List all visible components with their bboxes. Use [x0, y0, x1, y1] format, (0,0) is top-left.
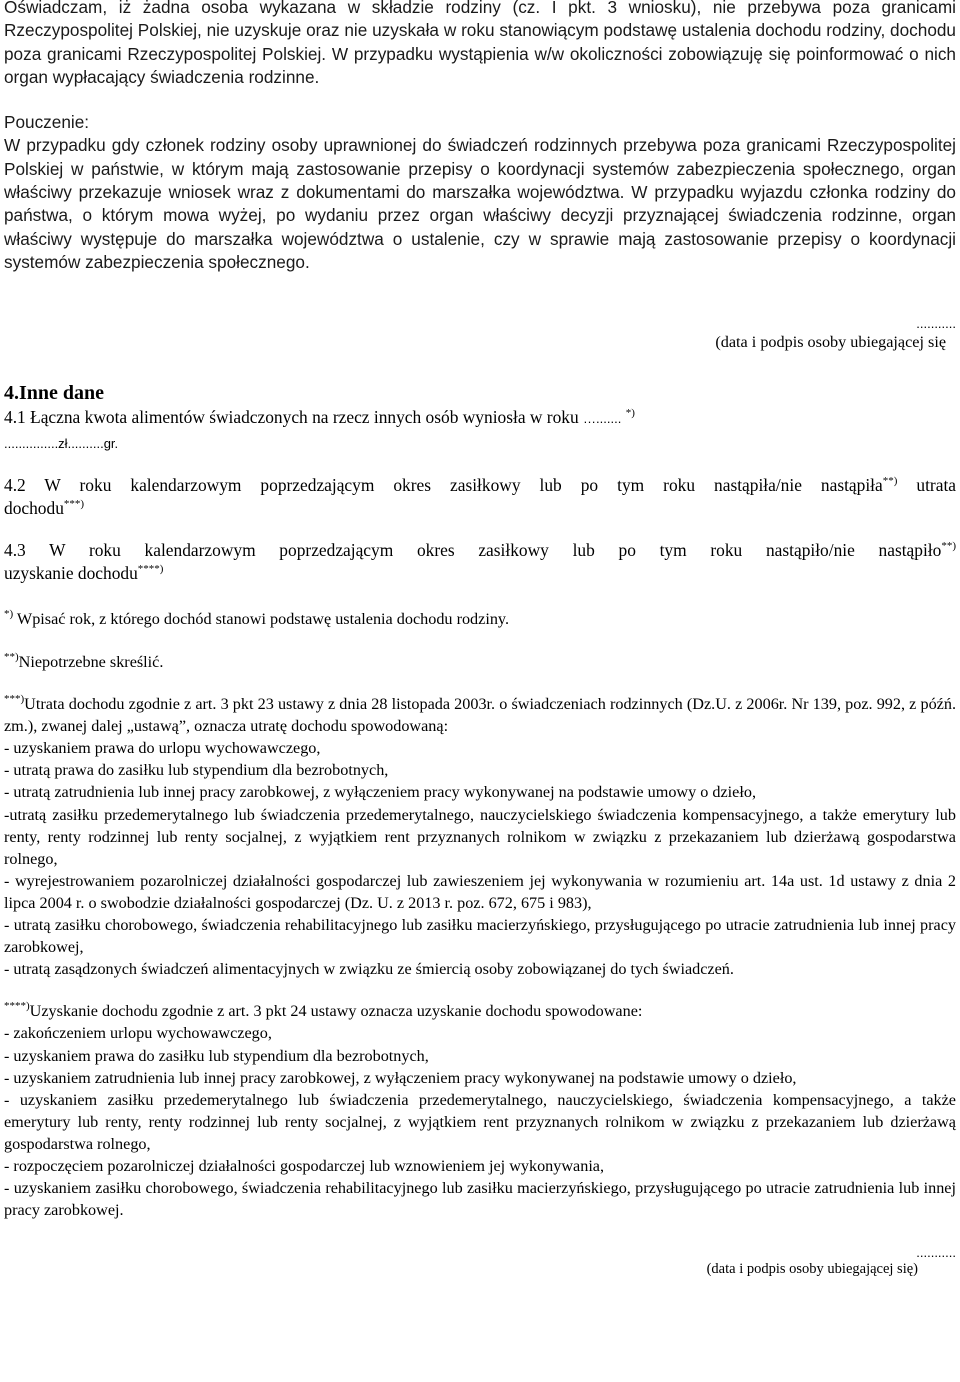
- footnote-4-item: - rozpoczęciem pozarolniczej działalności gospodarczej lub wznowieniem jej wykonywania,: [4, 1156, 605, 1175]
- footnote-4: [4, 1000, 956, 1221]
- item-4-2-text: 4.2 W roku kalendarzowym poprzedzającym okres zasiłkowy lub po tym roku nastąpiła/nie nastąpiła: [4, 474, 883, 495]
- amount-gr-field: ..........gr.: [67, 435, 119, 451]
- item-4-2-mark-2: ***): [63, 498, 85, 511]
- footnote-4-item: - uzyskaniem zasiłku przedemerytalnego lub świadczenia przedemerytalnego, nauczycielskiego, świadczenia kompensacyjnego, a także emerytury lub renty, renty rodzinnej lub renty socjalnej, z wyjątkiem rent przyznanych rolnikom w związku z przekazaniem lub dzierżawą gospodarstwa rolnego,: [4, 1090, 956, 1153]
- footnote-4-item: - uzyskaniem zasiłku chorobowego, świadczenia rehabilitacyjnego lub zasiłku macierzyńskiego, przysługującego po utracie zatrudnienia lub innej pracy zarobkowej.: [4, 1179, 956, 1220]
- item-4-1-text: 4.1 Łączna kwota alimentów świadczonych na rzecz innych osób wyniosła w roku: [4, 407, 584, 428]
- footnote-4-intro: [4, 1000, 956, 1022]
- footnote-1-text: Wpisać rok, z którego dochód stanowi podstawę ustalenia dochodu rodziny.: [13, 609, 510, 628]
- item-4-1-year-field: ….......: [583, 411, 622, 427]
- item-4-3-mark-2: ****): [137, 563, 164, 576]
- footnote-3-item: - utratą zasiłku chorobowego, świadczenia rehabilitacyjnego lub zasiłku macierzyńskiego, przysługującego po utracie zatrudnienia lub innej pracy zarobkowej,: [4, 916, 956, 957]
- footnote-3-item: -utratą zasiłku przedemerytalnego lub świadczenia przedemerytalnego, nauczycielskiego świadczenia kompensacyjnego, a także emerytury lub renty, renty rodzinnej lub renty socjalnej, z wyjątkiem rent przyznanych rolnikom w związku z przekazaniem lub dzierżawą gospodarstwa rolnego,: [4, 805, 956, 868]
- item-4-3-line2-text: uzyskanie dochodu: [4, 563, 138, 584]
- footnotes: [4, 608, 956, 1221]
- pouczenie-section: [4, 111, 956, 274]
- section-4-heading: 4.Inne dane: [4, 382, 105, 405]
- footnote-2-text: Niepotrzebne skreślić.: [18, 653, 164, 672]
- footnote-3-item: - utratą zatrudnienia lub innej pracy zarobkowej, z wyłączeniem pracy wykonywanej na podstawie umowy o dzieło,: [4, 783, 756, 802]
- footnote-3-item: - uzyskaniem prawa do urlopu wychowawczego,: [4, 739, 321, 758]
- item-4-2-line2: [4, 497, 956, 521]
- footnote-2-mark: **): [4, 651, 19, 664]
- item-4-2-tail: utrata: [916, 474, 956, 495]
- signature-dots: ...........: [916, 1245, 956, 1261]
- footnote-1-mark: *): [4, 607, 14, 620]
- signature-caption: (data i podpis osoby ubiegającej się): [706, 1261, 918, 1278]
- item-4-3-line2: [4, 562, 956, 586]
- item-4-2-mark: **): [882, 474, 898, 487]
- item-4-1-amount: [4, 431, 956, 456]
- footnote-3-item: - wyrejestrowaniem pozarolniczej działalności gospodarczej lub zawieszeniem jej wykonywania w rozumieniu art. 14a ust. 1d ustawy z dnia 2 lipca 2004 r. o swobodzie działalności gospodarczej (Dz. U. z 2013 r. poz. 672, 675 i 983),: [4, 871, 956, 912]
- section-4: [4, 381, 956, 586]
- item-4-3-mark: **): [941, 539, 956, 552]
- footnote-2: [4, 651, 956, 673]
- item-4-3-text: 4.3 W roku kalendarzowym poprzedzającym okres zasiłkowy lub po tym roku nastąpiło/nie nastąpiło: [4, 539, 942, 560]
- item-4-3: [4, 539, 956, 563]
- footnote-4-item: - uzyskaniem prawa do zasiłku lub stypendium dla bezrobotnych,: [4, 1046, 429, 1065]
- footnote-3-intro-text: Utrata dochodu zgodnie z art. 3 pkt 23 ustawy z dnia 28 listopada 2003r. o świadczeniach rodzinnych (Dz.U. z 2006r. Nr 139, poz. 992, z późń. zm.), zwanej dalej „ustawą”, oznacza utratę dochodu spowodowaną:: [4, 695, 956, 736]
- signature-caption: (data i podpis osoby ubiegającej się: [715, 333, 946, 352]
- item-4-2-line2-text: dochodu: [4, 498, 64, 519]
- footnote-3-intro: [4, 693, 956, 737]
- item-4-1: [4, 406, 956, 431]
- pouczenie-body: W przypadku gdy członek rodziny osoby uprawnionej do świadczeń rodzinnych przebywa poza granicami Rzeczypospolitej Polskiej w państwie, w którym mają zastosowanie przepisy o koordynacji systemów zabezpieczenia społecznego, organ właściwy przekazuje wniosek wraz z dokumentami do marszałka województwa. W przypadku wyjazdu członka rodziny do państwa, o którym mowa wyżej, po wydaniu przez organ właściwy decyzji przyznającej świadczenia rodzinne, organ właściwy występuje do marszałka województwa o ustalenie, czy w sprawie mają zastosowanie przepisy o koordynacji systemów zabezpieczenia społecznego.: [4, 135, 956, 272]
- footnote-1: [4, 608, 956, 630]
- signature-block-2: [4, 1245, 956, 1278]
- pouczenie-heading: Pouczenie:: [4, 112, 90, 133]
- signature-dots: ...........: [916, 316, 956, 332]
- footnote-4-item: - zakończeniem urlopu wychowawczego,: [4, 1024, 272, 1043]
- signature-block-1: [4, 316, 956, 353]
- footnote-3: [4, 693, 956, 980]
- footnote-4-item: - uzyskaniem zatrudnienia lub innej pracy zarobkowej, z wyłączeniem pracy wykonywanej na podstawie umowy o dzieło,: [4, 1068, 797, 1087]
- item-4-1-footnote-mark: *): [625, 407, 635, 420]
- declaration-paragraph: Oświadczam, iż żadna osoba wykazana w składzie rodziny (cz. I pkt. 3 wniosku), nie przebywa poza granicami Rzeczypospolitej Polskiej, nie uzyskuje oraz nie uzyskała w roku stanowiącym podstawę ustalenia dochodu rodziny, dochodu poza granicami Rzeczypospolitej Polskiej. W przypadku wystąpienia w/w okoliczności zobowiązuję się poinformować o nich organ wypłacający świadczenia rodzinne.: [4, 0, 956, 87]
- footnote-4-intro-text: Uzyskanie dochodu zgodnie z art. 3 pkt 24 ustawy oznacza uzyskanie dochodu spowodowane:: [29, 1002, 643, 1021]
- footnote-3-mark: ***): [4, 693, 25, 706]
- amount-zl-field: ...............zł: [4, 435, 68, 451]
- item-4-2: [4, 474, 956, 498]
- footnote-3-item: - utratą prawa do zasiłku lub stypendium dla bezrobotnych,: [4, 761, 389, 780]
- footnote-4-mark: ****): [4, 1000, 30, 1013]
- footnote-3-item: - utratą zasądzonych świadczeń alimentacyjnych w związku ze śmiercią osoby zobowiązanej do tych świadczeń.: [4, 960, 734, 979]
